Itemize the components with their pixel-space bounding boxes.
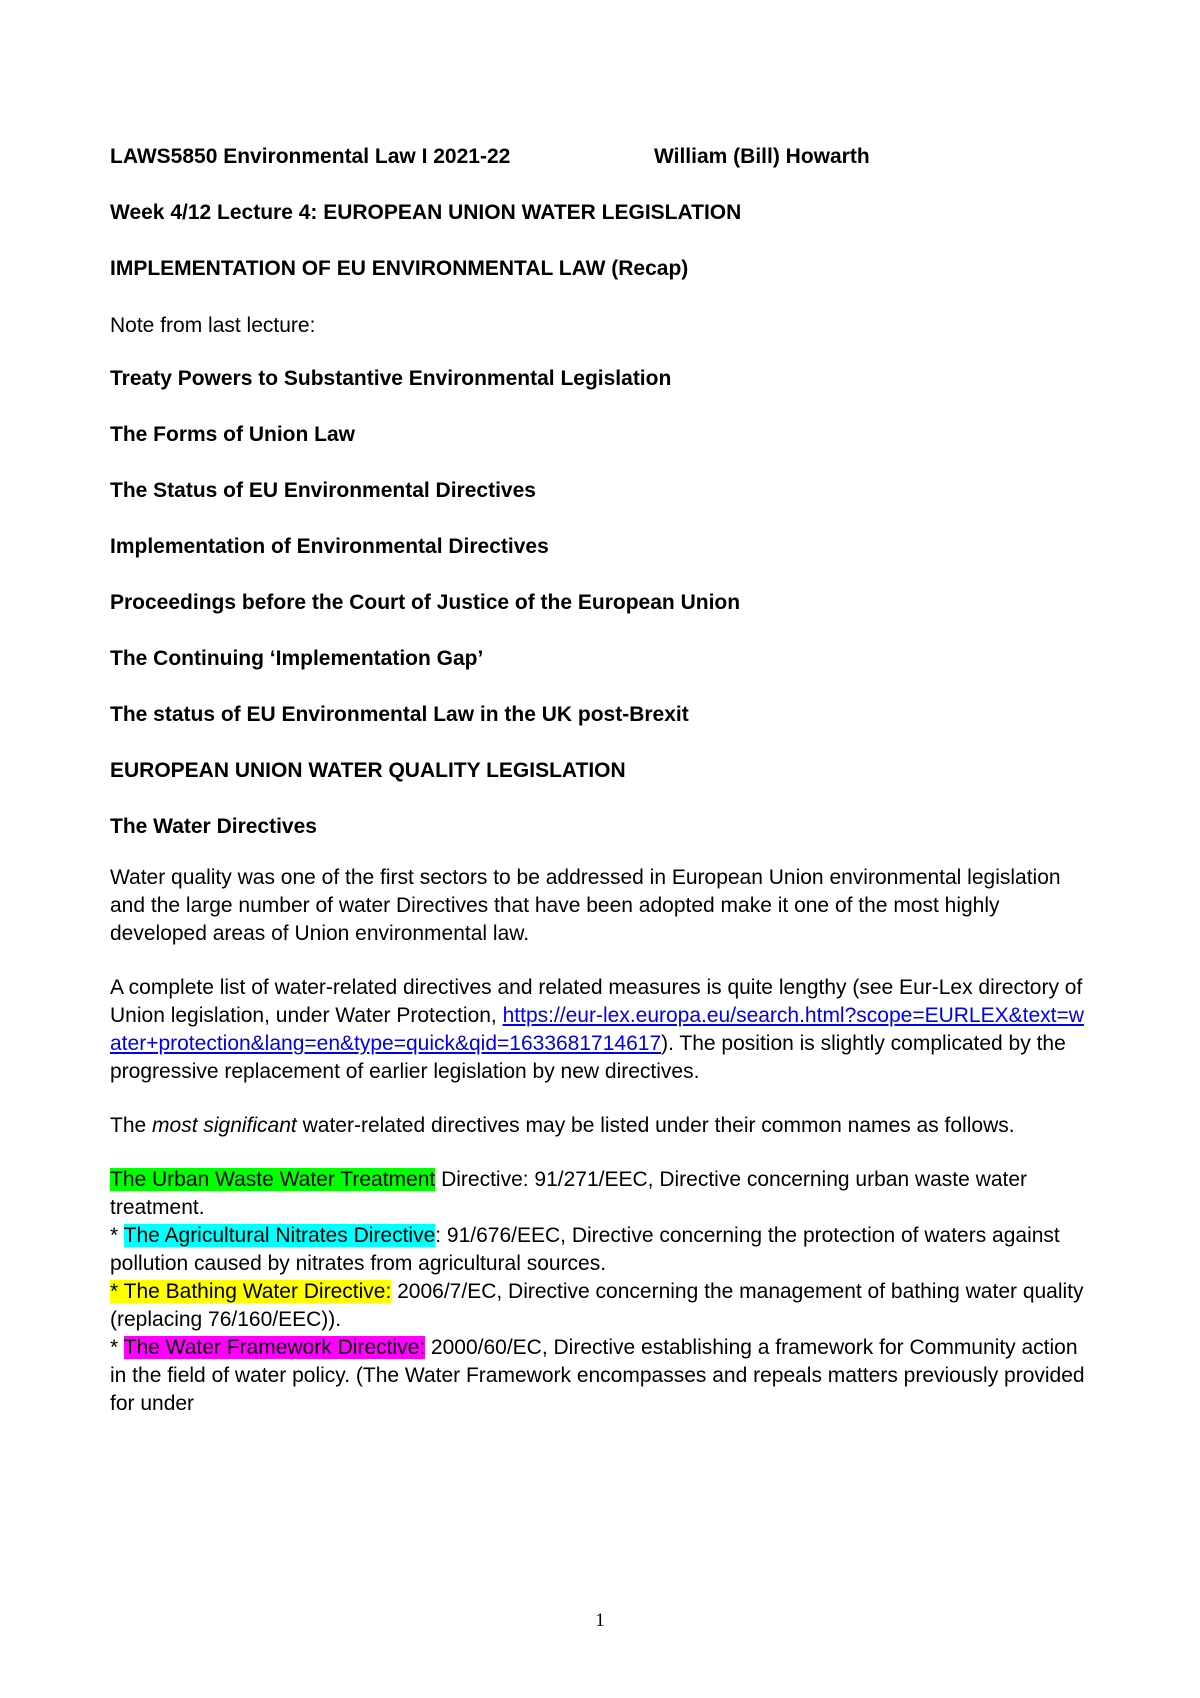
recap-heading: IMPLEMENTATION OF EU ENVIRONMENTAL LAW (Recap) [110, 257, 689, 280]
recap-item: The status of EU Environmental Law in the UK post-Brexit [110, 703, 689, 726]
paragraph-text: water-related directives may be listed under their common names as follows. [296, 1114, 1015, 1137]
emphasis-text: most significant [152, 1114, 297, 1137]
directive-name-highlighted: The Agricultural Nitrates Directive [123, 1224, 436, 1247]
directive-name-highlighted: * The Bathing Water Directive: [110, 1280, 392, 1303]
lecturer-name: William (Bill) Howarth [654, 145, 870, 168]
course-header [110, 144, 1095, 170]
recap-item: The Status of EU Environmental Directives [110, 479, 536, 502]
recap-item: Proceedings before the Court of Justice of the European Union [110, 591, 741, 614]
paragraph-intro: Water quality was one of the first sectors to be addressed in European Union environmental legislation and the large number of water Directives that have been adopted make it one of the most highly developed areas of Union environmental law. [110, 866, 1061, 945]
directive-item [110, 1334, 1095, 1418]
directive-prefix: * [110, 1336, 124, 1359]
subheading: The Water Directives [110, 815, 317, 838]
directive-name-highlighted: The Water Framework Directive: [123, 1336, 426, 1359]
paragraph-text: The [110, 1114, 153, 1137]
paragraph-significant [110, 1112, 1095, 1140]
directive-item [110, 1278, 1095, 1334]
directive-description: : 91/676/EEC, Directive concerning the protection of waters against pollution caused by nitrates from agricultural sources. [110, 1224, 1060, 1275]
page-number: 1 [595, 1610, 605, 1631]
directive-name-highlighted: The Urban Waste Water Treatment [110, 1168, 436, 1191]
section-heading: EUROPEAN UNION WATER QUALITY LEGISLATION [110, 759, 626, 782]
note-line: Note from last lecture: [110, 314, 316, 337]
directive-prefix: * [110, 1224, 124, 1247]
week-line: Week 4/12 Lecture 4: EUROPEAN UNION WATER LEGISLATION [110, 201, 742, 224]
recap-item: The Continuing ‘Implementation Gap’ [110, 647, 484, 670]
recap-item: Treaty Powers to Substantive Environmental Legislation [110, 367, 672, 390]
course-title: LAWS5850 Environmental Law I 2021-22 [110, 145, 511, 168]
directive-description: 2000/60/EC, Directive establishing a framework for Community action in the field of water policy. (The Water Framework encompasses and repeals matters previously provided for under [110, 1336, 1085, 1415]
eurlex-link[interactable]: https://eur-lex.europa.eu/search.html?scope=EURLEX&text=water+protection&lang=en&type=quick&qid=1633681714617 [110, 1004, 1084, 1055]
paragraph-text: ). The position is slightly complicated by the progressive replacement of earlier legislation by new directives. [110, 1032, 1066, 1083]
directive-description: 2006/7/EC, Directive concerning the management of bathing water quality (replacing 76/160/EEC)). [110, 1280, 1084, 1331]
directive-item [110, 1166, 1095, 1222]
recap-item: Implementation of Environmental Directives [110, 535, 549, 558]
directive-item [110, 1222, 1095, 1278]
paragraph-list-reference [110, 974, 1095, 1086]
page-content [110, 144, 1095, 1418]
paragraph-text: A complete list of water-related directives and related measures is quite lengthy (see Eur-Lex directory of Union legislation, under Water Protection, [110, 976, 1083, 1027]
recap-item: The Forms of Union Law [110, 423, 355, 446]
directive-description: Directive: 91/271/EEC, Directive concerning urban waste water treatment. [110, 1168, 1028, 1219]
